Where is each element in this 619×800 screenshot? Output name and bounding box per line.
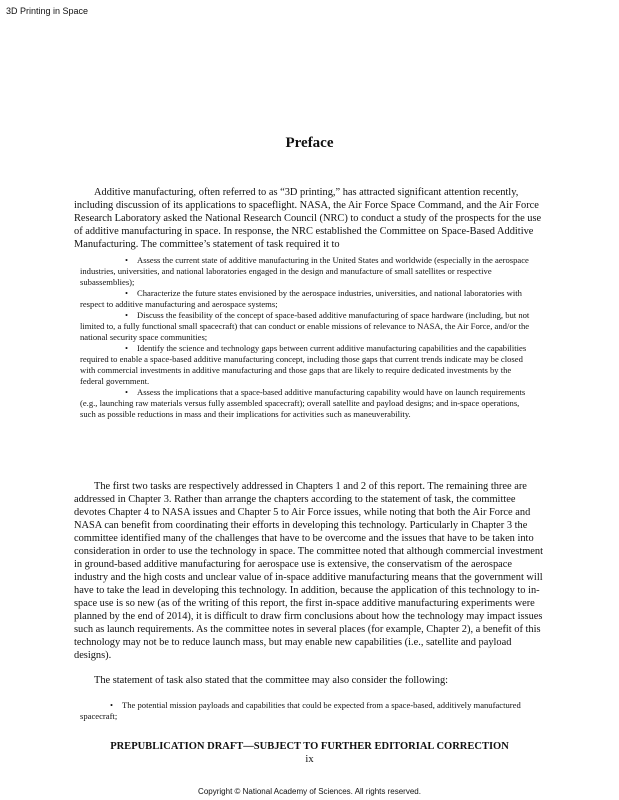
task-item-text: Assess the current state of additive manufacturing in the United States and worldwide (especially in the aerospace industries, universities, and national laboratories engaged in the design and manufacture of small satellites or respective subassemblies); xyxy=(80,255,529,287)
bullet-icon: • xyxy=(125,288,129,298)
running-header: 3D Printing in Space xyxy=(6,6,89,16)
consider-list xyxy=(80,700,532,722)
task-item-text: Identify the science and technology gaps between current additive manufacturing capabilities and the capabilities required to enable a space-based additive manufacturing concept, including those gaps that current trends indicate may be closed with commercial investments in additive manufacturing and those gaps that are likely to require dedicated investments by the federal government. xyxy=(80,343,527,386)
bullet-icon: • xyxy=(125,255,129,265)
page-title: Preface xyxy=(285,135,334,151)
task-item-text: Characterize the future states envisioned by the aerospace industries, universities, and national laboratories with respect to additive manufacturing and aerospace systems; xyxy=(80,288,522,309)
task-item-text: Assess the implications that a space-based additive manufacturing capability would have on launch requirements (e.g., launching raw materials versus fully assembled spacecraft); overall satellite and payload designs; and in-space operations, such as possible reductions in mass and their implications for activities such as maneuverability. xyxy=(80,387,526,419)
intro-paragraph: Additive manufacturing, often referred to as “3D printing,” has attracted significant attention recently, including discussion of its applications to spaceflight. NASA, the Air Force Space Command, and the Air Force Research Laboratory asked the National Research Council (NRC) to conduct a study of the prospects for the use of additive manufacturing in space. In response, the NRC established the Committee on Space-Based Additive Manufacturing. The committee’s statement of task required it to xyxy=(74,187,542,250)
task-item xyxy=(80,288,532,310)
task-item xyxy=(80,255,532,288)
task-item xyxy=(80,343,532,387)
bullet-icon: • xyxy=(110,700,114,710)
consider-item-text: The potential mission payloads and capabilities that could be expected from a space-based, additively manufactured spacecraft; xyxy=(80,700,521,721)
body-paragraph: The first two tasks are respectively addressed in Chapters 1 and 2 of this report. The remaining three are addressed in Chapter 3. Rather than arrange the chapters according to the statement of task, the committee devotes Chapter 4 to NASA issues and Chapter 5 to Air Force issues, while noting that both the Air Force and NASA can benefit from coordinating their efforts in developing this technology. Particularly in Chapter 3 the committee identified many of the challenges that have to be overcome and the issues that have to be taken into consideration in order to use the technology in space. The committee noted that although commercial investment in ground-based additive manufacturing for aerospace use is extensive, the conservatism of the aerospace industry and the high costs and unclear value of in-space additive manufacturing means that the government will have to take the lead in developing this technology. In addition, because the application of this technology to in-space use is so new (as of the writing of this report, the first in-space additive manufacturing experiments were planned by the end of 2014), it is difficult to draw firm conclusions about how the technology may impact issues such as launch requirements. As the committee notes in several places (for example, Chapter 2), a benefit of this technology may not be to reduce launch mass, but may enable new capabilities (i.e., satellite and payload designs). xyxy=(74,481,543,661)
copyright-notice: Copyright © National Academy of Sciences. All rights reserved. xyxy=(198,787,421,796)
task-item xyxy=(80,310,532,343)
task-item xyxy=(80,387,532,420)
page-number: ix xyxy=(305,754,314,765)
bullet-icon: • xyxy=(125,387,129,397)
statement-paragraph: The statement of task also stated that the committee may also consider the following: xyxy=(94,675,449,686)
task-list xyxy=(80,255,532,420)
task-item-text: Discuss the feasibility of the concept of space-based additive manufacturing of space hardware (including, but not limited to, a fully functional small spacecraft) that can conduct or enable missions of relevance to NASA, the Air Force, and/or the national security space communities; xyxy=(80,310,530,342)
bullet-icon: • xyxy=(125,343,129,353)
consider-item xyxy=(80,700,532,722)
bullet-icon: • xyxy=(125,310,129,320)
prepublication-footer: PREPUBLICATION DRAFT—SUBJECT TO FURTHER EDITORIAL CORRECTION xyxy=(110,741,509,752)
